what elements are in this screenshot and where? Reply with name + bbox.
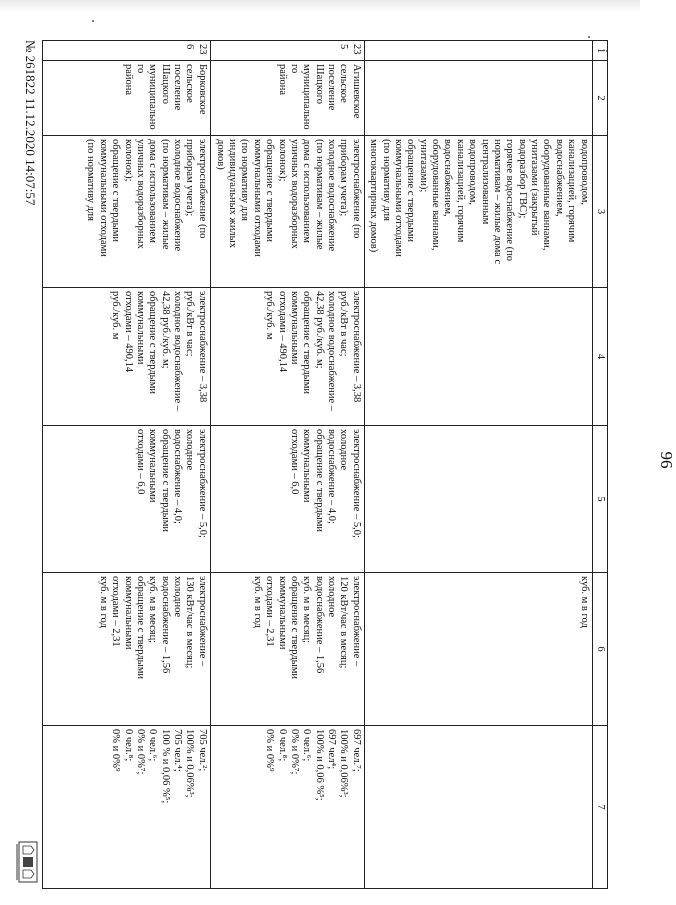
cell-line: отходами – 2,31: [110, 576, 122, 647]
cell-line: куб. м в год: [97, 576, 109, 628]
cell-line: куб. м в месяц;: [147, 576, 159, 644]
cell-line: водопроводом,: [467, 139, 479, 206]
cell-line: водоснабжением,: [442, 139, 454, 217]
cell-line: коммунальными: [289, 291, 300, 365]
cell-number: 236: [42, 41, 210, 61]
col-header: 4: [592, 288, 607, 426]
cell-line: 697 чел⁴;: [326, 729, 338, 770]
cell-line: нормативам – жилые дома с: [492, 139, 503, 265]
cell-line: коммунальными отходами: [251, 139, 263, 257]
cell-line: 0 чел.⁸;: [276, 729, 288, 762]
table-row: [42, 41, 210, 889]
cell-line: 100% и 0,06%³;: [338, 729, 350, 798]
cell-line: 42,38 руб./куб. м;: [313, 291, 325, 369]
cell-line: 0% и 0%⁹: [264, 729, 276, 772]
cell-line: поселение: [172, 64, 184, 111]
cell-line: поселение: [326, 64, 338, 111]
cell-line: приборам учета);: [338, 139, 350, 217]
cell-line: унитазами (закрытый: [529, 139, 541, 236]
scan-edge: [0, 0, 640, 12]
cell-line: обращение с твердыми: [110, 139, 122, 242]
cell-line: коммунальными: [301, 429, 313, 503]
cell-line: (по нормативам – жилые: [159, 139, 171, 250]
table-row: [364, 41, 592, 889]
cell-number: 235: [210, 41, 364, 61]
cell-line: коммунальными: [122, 576, 134, 650]
cell-line: обращение с твердыми: [147, 291, 159, 394]
cell-municipality: [364, 61, 592, 136]
col-header: 7: [592, 726, 607, 889]
cell-line: 705 чел.²;: [196, 729, 208, 772]
cell-line: электроснабжение – 5,0;: [196, 429, 208, 538]
cell-tariffs: [364, 288, 592, 426]
cell-line: водоснабжение – 4,0;: [326, 429, 338, 524]
cell-line: Шацкого: [313, 64, 325, 104]
cell-line: холодное водоснабжение –: [172, 291, 184, 412]
cell-line: дома с использованием: [301, 139, 313, 243]
cell-line: руб./куб. м: [110, 291, 122, 340]
cell-line: 0% и 0%⁷;: [289, 729, 300, 775]
cell-line: многоквартирных домов): [368, 139, 380, 253]
cell-line: электроснабжение – 3,38: [350, 291, 362, 403]
cell-line: домов): [214, 139, 226, 170]
col-header: 6: [592, 573, 607, 726]
cell-line: канализацией, горячим: [566, 139, 578, 243]
cell-line: отходами – 6,0: [135, 429, 146, 495]
cell-line: 42,38 руб./куб. м;: [159, 291, 171, 369]
cell-population: [42, 726, 210, 889]
cell-line: горячее водоснабжение (по: [504, 139, 516, 261]
cell-line: водоснабжение – 1,56: [313, 576, 325, 674]
cell-line: уличных водоразборных: [135, 139, 146, 249]
cell-line: района: [122, 64, 134, 96]
col-header: 3: [592, 136, 607, 288]
cell-line: канализацией, горячим: [454, 139, 466, 243]
cell-line: индивидуальных жилых: [227, 139, 239, 248]
cell-line: электроснабжение (по: [196, 139, 208, 239]
cell-line: обращение с твердыми: [135, 576, 146, 679]
cell-line: централизованным: [479, 139, 491, 225]
cell-line: обращение с твердыми: [264, 139, 276, 242]
cell-line: холодное водоснабжение: [172, 139, 184, 252]
cell-line: отходами – 490,14: [122, 291, 134, 373]
cell-line: дома с использованием: [147, 139, 159, 243]
cell-line: (по нормативу для: [380, 139, 392, 222]
cell-line: холодное: [338, 429, 350, 471]
cell-line: 0 чел.⁶;: [147, 729, 159, 762]
cell-line: куб. м в год: [251, 576, 263, 628]
cell-line: холодное: [172, 576, 184, 618]
cell-line: оборудованные ваннами,: [541, 139, 553, 251]
cell-line: муниципального: [289, 64, 313, 130]
cell-line: электроснабжение – 3,38: [196, 291, 208, 403]
cell-line: (по нормативам – жилые: [313, 139, 325, 250]
col-header: 1: [592, 41, 607, 61]
scan-speck: [588, 36, 590, 38]
cell-line: 120 кВт/час в месяц;: [338, 576, 350, 669]
cell-municipality: [42, 61, 210, 136]
cell-line: района: [276, 64, 288, 96]
tariff-table: [42, 40, 608, 889]
cell-line: коммунальными отходами: [97, 139, 109, 257]
cell-line: холодное: [326, 576, 338, 618]
cell-line: коммунальными: [147, 429, 159, 503]
cell-line: оборудованные ваннами,: [430, 139, 442, 251]
header-row: [592, 41, 607, 889]
cell-consumption: [210, 573, 364, 726]
cell-tariffs: [42, 288, 210, 426]
cell-consumption: [42, 573, 210, 726]
cell-line: 0% и 0%⁹: [110, 729, 122, 772]
cell-line: 0% и 0%⁷;: [135, 729, 146, 775]
cell-line: сельское: [184, 64, 196, 103]
cell-line: обращение с твердыми: [405, 139, 417, 242]
cell-line: 100% и 0,06 %⁵;: [313, 729, 325, 801]
cell-line: коммунальными: [135, 291, 146, 365]
cell-line: куб. м в месяц;: [301, 576, 313, 644]
cell-line: электроснабжение (по: [350, 139, 362, 239]
cell-municipality: [210, 61, 364, 136]
cell-line: отходами – 6,0: [289, 429, 300, 495]
cell-line: водоснабжением,: [553, 139, 565, 217]
cell-line: водоразбор ГВС);: [516, 139, 528, 219]
cell-index: [42, 426, 210, 573]
cell-line: электроснабжение –: [196, 576, 208, 667]
cell-line: холодное водоснабжение: [326, 139, 338, 252]
cell-services: [364, 136, 592, 288]
cell-line: Шацкого: [159, 64, 171, 104]
cell-line: Борковское: [196, 64, 208, 115]
cell-line: 130 кВт/час в месяц;: [184, 576, 196, 669]
cell-line: (по нормативу для: [239, 139, 251, 222]
document-stamp: № 261822 11.12.2020 14:07:57: [23, 40, 38, 206]
cell-line: отходами – 490,14: [276, 291, 288, 373]
cell-number: [364, 41, 592, 61]
table-row: [210, 41, 364, 889]
cell-line: приборам учета);: [184, 139, 196, 217]
cell-line: обращение с твердыми: [301, 291, 313, 394]
cell-line: 697 чел.⁷;: [350, 729, 362, 772]
cell-line: куб. м в год: [578, 576, 590, 628]
cell-index: [364, 426, 592, 573]
cell-population: [210, 726, 364, 889]
cell-line: отходами – 2,31: [264, 576, 276, 647]
cell-line: холодное водоснабжение –: [326, 291, 338, 412]
scan-speck: [92, 20, 94, 22]
cell-services: [210, 136, 364, 288]
cell-line: 100% и 0,06%³;: [184, 729, 196, 798]
cell-line: водоснабжение – 4,0;: [172, 429, 184, 524]
cell-line: 100 % и 0,06 %⁵;: [159, 729, 171, 804]
cell-tariffs: [210, 288, 364, 426]
cell-services: [42, 136, 210, 288]
cell-line: руб./кВт в час;: [338, 291, 350, 357]
cell-line: сельское: [338, 64, 350, 103]
cell-line: обращение с твердыми: [313, 429, 325, 532]
cell-line: холодное: [184, 429, 196, 471]
cell-line: электроснабжение –: [350, 576, 362, 667]
cell-line: обращение с твердыми: [159, 429, 171, 532]
cell-line: 0 чел.⁸;: [122, 729, 134, 762]
coat-of-arms-logo: [13, 840, 43, 884]
cell-population: [364, 726, 592, 889]
cell-line: унитазами);: [417, 139, 429, 193]
cell-line: руб./куб. м: [264, 291, 276, 340]
cell-line: колонок);: [276, 139, 288, 182]
cell-line: обращение с твердыми: [289, 576, 300, 679]
cell-line: уличных водоразборных: [289, 139, 300, 249]
cell-index: [210, 426, 364, 573]
cell-consumption: [364, 573, 592, 726]
cell-line: электроснабжение – 5,0;: [350, 429, 362, 538]
cell-line: муниципального: [135, 64, 159, 130]
cell-line: водопроводом,: [578, 139, 590, 206]
cell-line: руб./кВт в час;: [184, 291, 196, 357]
cell-line: колонок);: [122, 139, 134, 182]
cell-line: коммунальными отходами: [393, 139, 404, 257]
cell-line: 705 чел.⁴;: [172, 729, 184, 772]
cell-line: (по нормативу для: [85, 139, 97, 222]
col-header: 2: [592, 61, 607, 136]
cell-line: 0 чел.⁶;: [301, 729, 313, 762]
page-number: 96: [657, 451, 676, 469]
rotated-page: [23, 40, 676, 888]
cell-line: Агишевское: [350, 64, 362, 119]
cell-line: коммунальными: [276, 576, 288, 650]
cell-line: водоснабжение – 1,56: [159, 576, 171, 674]
col-header: 5: [592, 426, 607, 573]
